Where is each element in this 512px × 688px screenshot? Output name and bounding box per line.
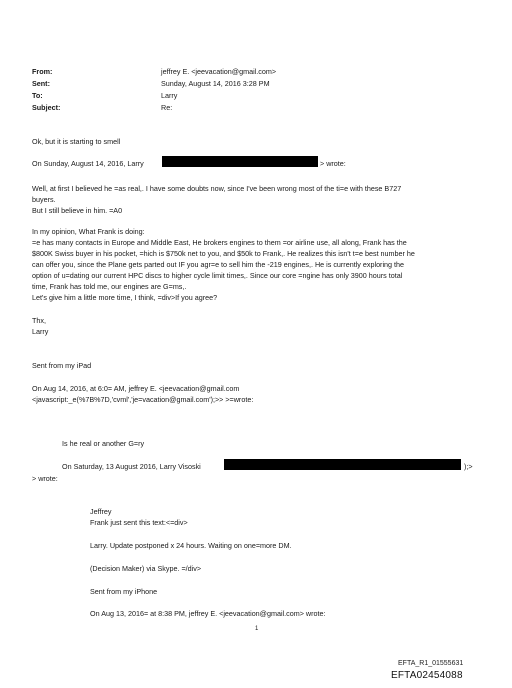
para2-line5: option of u=dating our current HPC discs to higher cycle limit times,. Since our core =ngine has only 3900 hours total bbox=[32, 271, 403, 280]
sent-value: Sunday, August 14, 2016 3:28 PM bbox=[161, 79, 270, 88]
para1-line3: But I still believe in him. =A0 bbox=[32, 206, 123, 215]
para2-line4: can offer you, since the Plane gets parted out IF you agr=e to sell him the -219 engines,. He is currently exploring the bbox=[32, 260, 405, 269]
sent-label: Sent: bbox=[32, 79, 50, 88]
redaction-bar bbox=[162, 156, 318, 167]
quote1-suffix: > wrote: bbox=[320, 159, 346, 168]
para2-line2: =e has many contacts in Europe and Middle East, He brokers engines to them =or airline use, all along, Frank has the bbox=[32, 238, 407, 247]
quote4-name: Jeffrey bbox=[90, 507, 112, 516]
quote4-line5: On Aug 13, 2016= at 8:38 PM, jeffrey E. <jeevacation@gmail.com> wrote: bbox=[90, 609, 326, 618]
to-label: To: bbox=[32, 91, 43, 100]
quote4-line3: (Decision Maker) via Skype. =/div> bbox=[90, 564, 202, 573]
to-value: Larry bbox=[161, 91, 178, 100]
footer-id-small: EFTA_R1_01555631 bbox=[398, 660, 464, 667]
quote3-suffix: );> bbox=[464, 462, 473, 471]
sent-from-ipad: Sent from my iPad bbox=[32, 361, 92, 370]
quote2-line2: <javascript:_e(%7B%7D,'cvml','je=vacation@gmail.com');>> >=wrote: bbox=[32, 395, 254, 404]
para1-line2: buyers. bbox=[32, 195, 56, 204]
quote2-line1: On Aug 14, 2016, at 6:0= AM, jeffrey E. <jeevacation@gmail.com bbox=[32, 384, 240, 393]
quote3-prefix: On Saturday, 13 August 2016, Larry Visoski bbox=[62, 462, 201, 471]
quote4-line4: Sent from my iPhone bbox=[90, 587, 158, 596]
quote4-line2: Larry. Update postponed x 24 hours. Waiting on one=more DM. bbox=[90, 541, 292, 550]
signature-thx: Thx, bbox=[32, 316, 46, 325]
para2-line1: In my opinion, What Frank is doing: bbox=[32, 227, 145, 236]
quote1-prefix: On Sunday, August 14, 2016, Larry bbox=[32, 159, 144, 168]
quote3-line: Is he real or another G=ry bbox=[62, 439, 145, 448]
body-line-1: Ok, but it is starting to smell bbox=[32, 137, 121, 146]
from-label: From: bbox=[32, 67, 53, 76]
subject-value: Re: bbox=[161, 103, 173, 112]
redaction-bar bbox=[224, 459, 461, 470]
from-value: jeffrey E. <jeevacation@gmail.com> bbox=[161, 67, 277, 76]
quote4-line1: Frank just sent this text:<=div> bbox=[90, 518, 188, 527]
subject-label: Subject: bbox=[32, 103, 61, 112]
para1-line1: Well, at first I believed he =as real,. I have some doubts now, since I've been wrong most of the ti=e with these B727 bbox=[32, 184, 402, 193]
footer-id-large: EFTA02454088 bbox=[391, 670, 463, 681]
para2-line6: time, Frank has told me, our engines are G=ms,. bbox=[32, 282, 187, 291]
signature-name: Larry bbox=[32, 327, 49, 336]
quote3-wrote: > wrote: bbox=[32, 474, 58, 483]
para2-line3: $800K Swiss buyer in his pocket, =hich is $750k net to you, and $50k to Frank,. He realizes this isn't t=e best number he bbox=[32, 249, 415, 258]
para2-line7: Let's give him a little more time, I think, =div>If you agree? bbox=[32, 293, 218, 302]
page-number: 1 bbox=[255, 626, 259, 632]
